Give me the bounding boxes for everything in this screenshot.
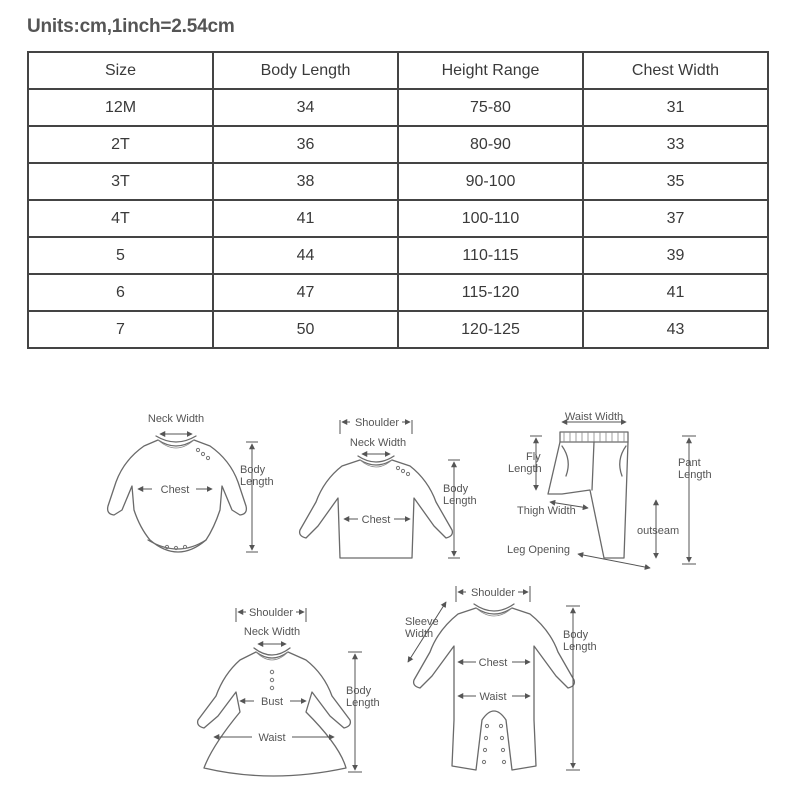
- label-bust: Bust: [260, 696, 284, 708]
- cell-size: 2T: [28, 126, 213, 163]
- cell-size: 4T: [28, 200, 213, 237]
- shirt-diagram: [300, 417, 477, 558]
- label-outseam: outseam: [637, 525, 680, 537]
- label-body-length-1: Body: [563, 629, 589, 641]
- cell-height-range: 110-115: [398, 237, 583, 274]
- label-chest: Chest: [361, 514, 391, 526]
- measurement-diagrams: [0, 390, 800, 790]
- label-shoulder: Shoulder: [354, 417, 400, 429]
- cell-chest-width: 33: [583, 126, 768, 163]
- cell-height-range: 80-90: [398, 126, 583, 163]
- cell-chest-width: 41: [583, 274, 768, 311]
- label-body-length-1: Body: [240, 464, 266, 476]
- label-body-length-2: Length: [346, 697, 380, 709]
- label-pant-length-2: Length: [678, 469, 712, 481]
- cell-body-length: 41: [213, 200, 398, 237]
- cell-chest-width: 35: [583, 163, 768, 200]
- cell-size: 6: [28, 274, 213, 311]
- bodysuit-diagram: [108, 413, 274, 552]
- cell-height-range: 120-125: [398, 311, 583, 348]
- label-chest: Chest: [160, 484, 190, 496]
- label-chest: Chest: [478, 657, 508, 669]
- label-body-length-1: Body: [346, 685, 372, 697]
- label-body-length-2: Length: [563, 641, 597, 653]
- label-pant-length-1: Pant: [678, 457, 701, 469]
- label-shoulder: Shoulder: [470, 587, 516, 599]
- cell-size: 5: [28, 237, 213, 274]
- label-neck-width: Neck Width: [349, 437, 407, 449]
- cell-body-length: 34: [213, 89, 398, 126]
- cell-size: 7: [28, 311, 213, 348]
- label-body-length-2: Length: [240, 476, 274, 488]
- label-sleeve-width-2: Width: [405, 628, 434, 640]
- table-header-row: [28, 52, 768, 89]
- table-row: [28, 126, 768, 163]
- header-height-range: Height Range: [398, 52, 583, 89]
- cell-chest-width: 37: [583, 200, 768, 237]
- header-chest-width: Chest Width: [583, 52, 768, 89]
- table-row: [28, 237, 768, 274]
- cell-size: 3T: [28, 163, 213, 200]
- label-sleeve-width-1: Sleeve: [405, 616, 439, 628]
- pants-diagram: [507, 411, 712, 568]
- label-fly-length-2: Length: [508, 463, 542, 475]
- label-neck-width: Neck Width: [243, 626, 301, 638]
- cell-height-range: 75-80: [398, 89, 583, 126]
- label-fly-length-1: Fly: [526, 451, 541, 463]
- dress-diagram: [198, 607, 380, 776]
- cell-body-length: 38: [213, 163, 398, 200]
- size-chart-table: [27, 51, 769, 349]
- header-size: Size: [28, 52, 213, 89]
- label-leg-opening: Leg Opening: [507, 544, 570, 556]
- label-shoulder: Shoulder: [248, 607, 294, 619]
- cell-body-length: 50: [213, 311, 398, 348]
- units-note: Units:cm,1inch=2.54cm: [27, 16, 235, 37]
- table-row: [28, 274, 768, 311]
- table-row: [28, 89, 768, 126]
- cell-height-range: 100-110: [398, 200, 583, 237]
- cell-body-length: 44: [213, 237, 398, 274]
- cell-height-range: 90-100: [398, 163, 583, 200]
- table-row: [28, 163, 768, 200]
- cell-chest-width: 31: [583, 89, 768, 126]
- label-waist: Waist: [479, 691, 507, 703]
- cell-body-length: 36: [213, 126, 398, 163]
- romper-diagram: [405, 586, 597, 770]
- cell-chest-width: 39: [583, 237, 768, 274]
- label-thigh-width: Thigh Width: [517, 505, 576, 517]
- label-neck-width: Neck Width: [147, 413, 205, 425]
- label-waist: Waist: [258, 732, 286, 744]
- label-body-length-1: Body: [443, 483, 469, 495]
- label-waist-width: Waist Width: [564, 411, 624, 423]
- cell-body-length: 47: [213, 274, 398, 311]
- header-body-length: Body Length: [213, 52, 398, 89]
- table-row: [28, 200, 768, 237]
- cell-size: 12M: [28, 89, 213, 126]
- table-row: [28, 311, 768, 348]
- label-body-length-2: Length: [443, 495, 477, 507]
- cell-chest-width: 43: [583, 311, 768, 348]
- cell-height-range: 115-120: [398, 274, 583, 311]
